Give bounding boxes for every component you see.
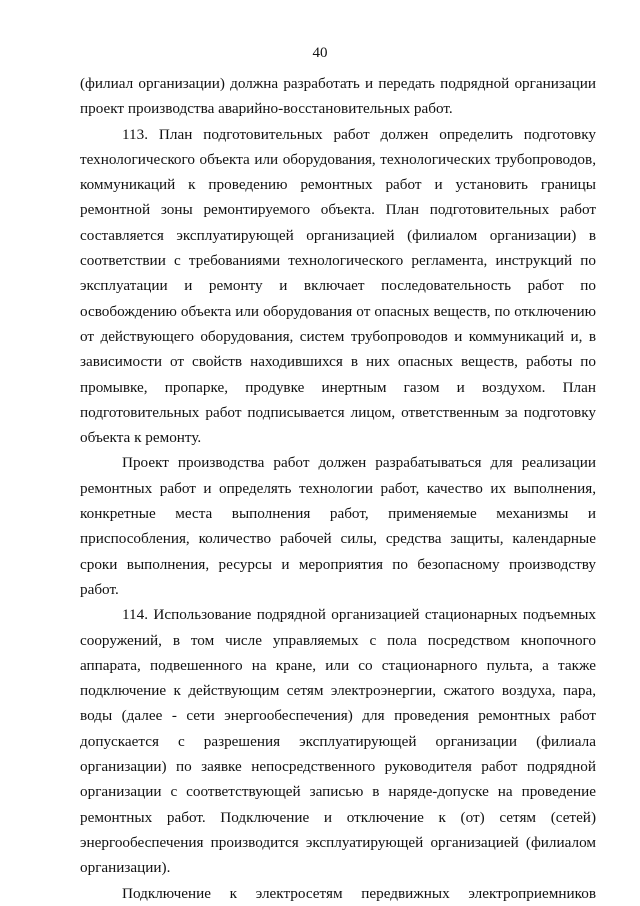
paragraph-114: 114. Использование подрядной организацией стационарных подъемных сооружений, в том числе управляемых с пола посредством кнопочного аппарата, подвешенного на кране, или со стационарного пульта, а также подключение к действующим сетям электроэнергии, сжатого воздуха, пара, воды (далее - сети энергообеспечения) для проведения ремонтных работ допускается с разрешения эксплуатирующей организации (филиала организации) по заявке непосредственного руководителя работ подрядной организации с соответствующей записью в наряде-допуске на проведение ремонтных работ. Подключение и отключение к (от) сетям (сетей) энергообеспечения производится эксплуатирующей организацией (филиалом организации). xyxy=(80,606,596,877)
body-text xyxy=(80,71,596,906)
page-number: 40 xyxy=(312,45,328,61)
paragraph-connection: Подключение к электросетям передвижных электроприемников xyxy=(122,884,596,902)
paragraph-113: 113. План подготовительных работ должен определить подготовку технологического объекта или оборудования, технологических трубопроводов, коммуникаций к проведению ремонтных работ и установить границы ремонтной зоны ремонтируемого объекта. План подготовительных работ составляется эксплуатирующей организацией (филиалом организации) в соответствии с требованиями технологического регламента, инструкций по эксплуатации и ремонту и включает последовательность работ по освобождению объекта или оборудования от опасных веществ, по отключению от действующего оборудования, систем трубопроводов и коммуникаций и, в зависимости от свойств находившихся в них опасных веществ, работы по промывке, пропарке, продувке инертным газом и воздухом. План подготовительных работ подписывается лицом, ответственным за подготовку объекта к ремонту. xyxy=(80,125,596,447)
paragraph-work-project: Проект производства работ должен разрабатываться для реализации ремонтных работ и определять технологии работ, качество их выполнения, конкретные места выполнения работ, применяемые механизмы и приспособления, количество рабочей силы, средства защиты, календарные сроки выполнения, ресурсы и мероприятия по безопасному производству работ. xyxy=(80,454,596,598)
paragraph-continuation: (филиал организации) должна разработать и передать подрядной организации проект производства аварийно-восстановительных работ. xyxy=(80,75,596,118)
